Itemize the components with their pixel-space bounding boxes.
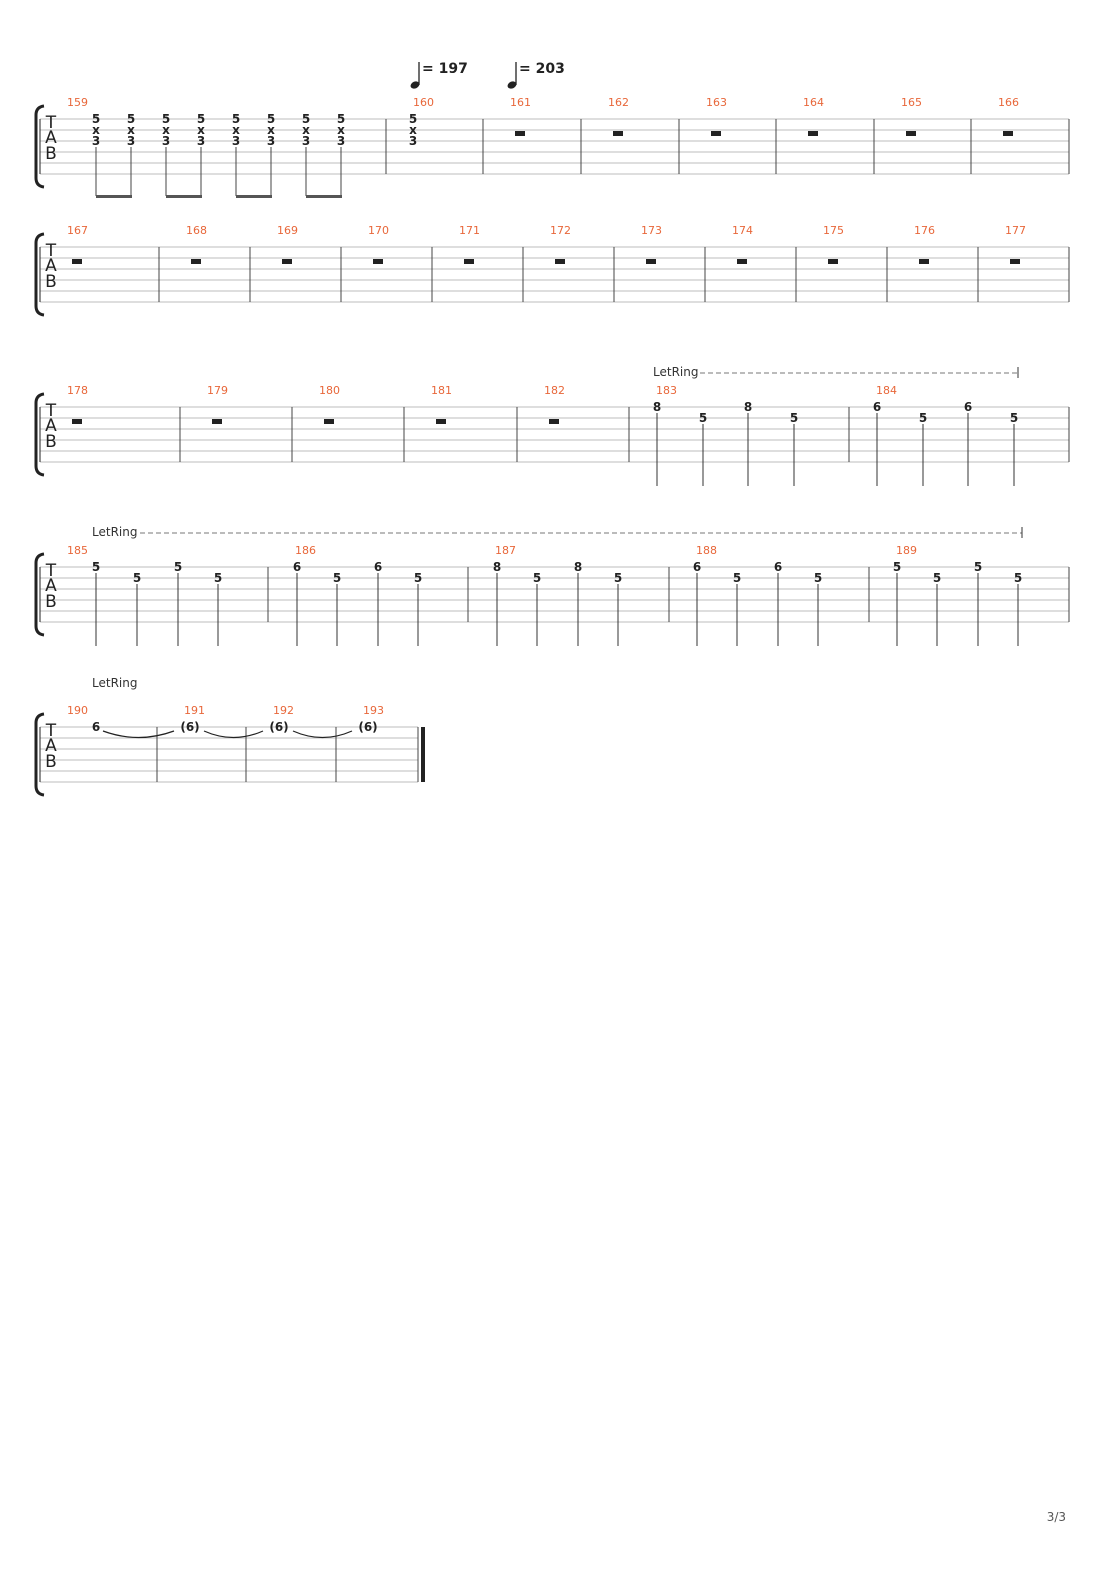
measure-number: 173 (641, 224, 662, 237)
fret-number: 5 (918, 411, 928, 425)
measure-number: 170 (368, 224, 389, 237)
measure-number: 186 (295, 544, 316, 557)
fret-number: 5 (932, 571, 942, 585)
fret-number: x (302, 123, 310, 137)
measure-number: 179 (207, 384, 228, 397)
measure-number: 189 (896, 544, 917, 557)
measure-number: 188 (696, 544, 717, 557)
tab-clef-letter: T (45, 721, 57, 741)
fret-number: 8 (652, 400, 662, 414)
tab-system (0, 512, 1110, 654)
fret-number: x (267, 123, 275, 137)
measure-number: 183 (656, 384, 677, 397)
measure-number: 177 (1005, 224, 1026, 237)
fret-number: 5 (91, 112, 101, 126)
tie-arc (204, 731, 263, 738)
whole-rest (436, 419, 446, 424)
fret-number: x (337, 123, 345, 137)
whole-rest (646, 259, 656, 264)
tab-clef-letter: A (45, 736, 57, 756)
fret-number: 3 (91, 134, 101, 148)
measure-number: 174 (732, 224, 753, 237)
fret-number: 5 (813, 571, 823, 585)
measure-number: 163 (706, 96, 727, 109)
fret-number: 6 (373, 560, 383, 574)
measure-number: 178 (67, 384, 88, 397)
measure-number: 181 (431, 384, 452, 397)
fret-number: 8 (492, 560, 502, 574)
measure-number: 160 (413, 96, 434, 109)
beam (236, 195, 272, 198)
measure-number: 191 (184, 704, 205, 717)
tab-clef-letter: B (45, 432, 57, 452)
fret-number: 5 (532, 571, 542, 585)
fret-number: 5 (173, 560, 183, 574)
fret-number: (6) (180, 720, 200, 734)
tab-clef-letter: B (45, 592, 57, 612)
fret-number: 5 (892, 560, 902, 574)
tab-system (0, 220, 1110, 332)
measure-number: 176 (914, 224, 935, 237)
fret-number: 5 (332, 571, 342, 585)
fret-number: 5 (613, 571, 623, 585)
tab-clef-letter: B (45, 752, 57, 772)
fret-number: 5 (732, 571, 742, 585)
whole-rest (515, 131, 525, 136)
measure-number: 159 (67, 96, 88, 109)
measure-number: 165 (901, 96, 922, 109)
whole-rest (324, 419, 334, 424)
fret-number: 5 (973, 560, 983, 574)
whole-rest (808, 131, 818, 136)
fret-number: x (232, 123, 240, 137)
whole-rest (282, 259, 292, 264)
tab-clef-letter: B (45, 144, 57, 164)
fret-number: 5 (698, 411, 708, 425)
measure-number: 182 (544, 384, 565, 397)
fret-number: x (127, 123, 135, 137)
whole-rest (906, 131, 916, 136)
whole-rest (72, 259, 82, 264)
measure-number: 168 (186, 224, 207, 237)
tab-clef-letter: T (45, 241, 57, 261)
tab-clef-letter: A (45, 128, 57, 148)
fret-number: x (92, 123, 100, 137)
whole-rest (737, 259, 747, 264)
fret-number: 6 (773, 560, 783, 574)
whole-rest (191, 259, 201, 264)
whole-rest (212, 419, 222, 424)
fret-number: (6) (358, 720, 378, 734)
whole-rest (1010, 259, 1020, 264)
whole-rest (549, 419, 559, 424)
tab-clef-letter: A (45, 416, 57, 436)
whole-rest (373, 259, 383, 264)
measure-number: 193 (363, 704, 384, 717)
let-ring-label: LetRing (653, 365, 699, 379)
let-ring-label: LetRing (92, 676, 138, 690)
tab-clef-letter: T (45, 113, 57, 133)
fret-number: 3 (196, 134, 206, 148)
beam (306, 195, 342, 198)
measure-number: 180 (319, 384, 340, 397)
fret-number: 6 (963, 400, 973, 414)
let-ring-label: LetRing (92, 525, 138, 539)
page-number: 3/3 (1046, 1510, 1066, 1524)
quarter-note-icon (507, 58, 519, 92)
tab-clef-letter: T (45, 561, 57, 581)
fret-number: 5 (91, 560, 101, 574)
tab-clef-letter: A (45, 576, 57, 596)
fret-number: x (197, 123, 205, 137)
fret-number: 5 (161, 112, 171, 126)
measure-number: 184 (876, 384, 897, 397)
fret-number: 6 (292, 560, 302, 574)
tie-arc (293, 731, 352, 738)
whole-rest (555, 259, 565, 264)
fret-number: 5 (126, 112, 136, 126)
fret-number: 6 (692, 560, 702, 574)
fret-number: 5 (196, 112, 206, 126)
fret-number: 8 (573, 560, 583, 574)
fret-number: 8 (743, 400, 753, 414)
fret-number: 3 (301, 134, 311, 148)
whole-rest (711, 131, 721, 136)
whole-rest (613, 131, 623, 136)
final-bar-line (421, 727, 425, 782)
fret-number: 3 (161, 134, 171, 148)
measure-number: 175 (823, 224, 844, 237)
tempo-value: = 197 (422, 61, 468, 77)
fret-number: 5 (213, 571, 223, 585)
fret-number: 5 (336, 112, 346, 126)
fret-number: 3 (408, 134, 418, 148)
whole-rest (828, 259, 838, 264)
measure-number: 190 (67, 704, 88, 717)
fret-number: 5 (1009, 411, 1019, 425)
beam (96, 195, 132, 198)
measure-number: 172 (550, 224, 571, 237)
fret-number: 6 (91, 720, 101, 734)
fret-number: (6) (269, 720, 289, 734)
fret-number: x (162, 123, 170, 137)
measure-number: 169 (277, 224, 298, 237)
measure-number: 192 (273, 704, 294, 717)
tempo-value: = 203 (519, 61, 565, 77)
beam (166, 195, 202, 198)
tab-clef-letter: A (45, 256, 57, 276)
fret-number: 3 (336, 134, 346, 148)
fret-number: 5 (266, 112, 276, 126)
fret-number: 3 (126, 134, 136, 148)
tab-system (0, 352, 1110, 494)
fret-number: x (409, 123, 417, 137)
measure-number: 162 (608, 96, 629, 109)
whole-rest (1003, 131, 1013, 136)
whole-rest (72, 419, 82, 424)
tie-arc (103, 731, 174, 738)
fret-number: 5 (301, 112, 311, 126)
measure-number: 166 (998, 96, 1019, 109)
fret-number: 3 (231, 134, 241, 148)
tab-system (0, 672, 1110, 802)
fret-number: 5 (413, 571, 423, 585)
tab-system (0, 92, 1110, 204)
fret-number: 3 (266, 134, 276, 148)
tab-clef-letter: B (45, 272, 57, 292)
whole-rest (919, 259, 929, 264)
measure-number: 187 (495, 544, 516, 557)
measure-number: 164 (803, 96, 824, 109)
tab-clef-letter: T (45, 401, 57, 421)
measure-number: 161 (510, 96, 531, 109)
fret-number: 5 (1013, 571, 1023, 585)
fret-number: 5 (231, 112, 241, 126)
fret-number: 5 (789, 411, 799, 425)
quarter-note-icon (410, 58, 422, 92)
measure-number: 171 (459, 224, 480, 237)
measure-number: 167 (67, 224, 88, 237)
fret-number: 6 (872, 400, 882, 414)
whole-rest (464, 259, 474, 264)
fret-number: 5 (132, 571, 142, 585)
fret-number: 5 (408, 112, 418, 126)
measure-number: 185 (67, 544, 88, 557)
